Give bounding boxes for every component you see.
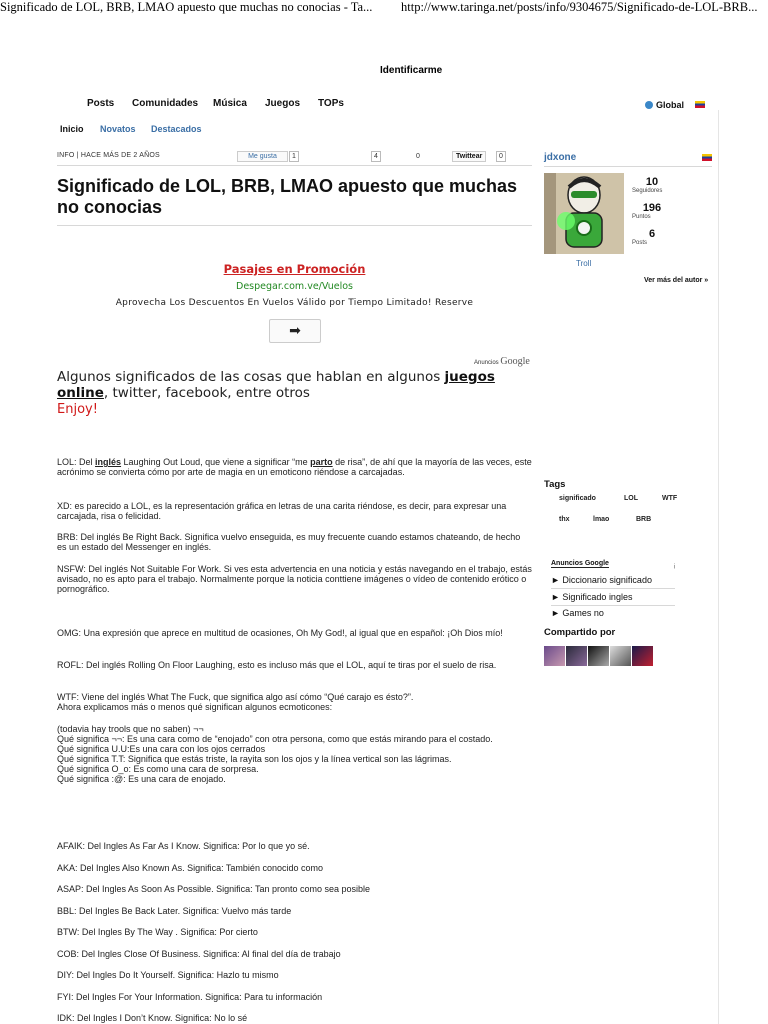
subnav-inicio[interactable]: Inicio bbox=[60, 124, 84, 134]
google-logo-text: Google bbox=[500, 356, 530, 367]
emoticon-line: Qué significa O_o: Es como una cara de sorpresa. bbox=[57, 764, 259, 774]
btw-line: BTW: Del Ingles By The Way . Significa: Por cierto bbox=[57, 927, 258, 937]
emoticons-list bbox=[57, 724, 532, 784]
brb-paragraph: BRB: Del inglés Be Right Back. Significa vuelvo enseguida, es muy frecuente cuando estamos chateando, de hecho es un estado del Messenger en inglés. bbox=[57, 532, 521, 552]
global-selector[interactable] bbox=[645, 100, 705, 110]
lol-text-2: Laughing Out Loud, que viene a significar “me bbox=[121, 457, 311, 467]
globe-icon bbox=[645, 101, 653, 109]
emoticon-line: Qué significa T.T: Significa que estás triste, la rayita son los ojos y la línea vertical son las lágrimas. bbox=[57, 754, 452, 764]
juegos-online-link[interactable]: juegos online bbox=[57, 369, 495, 401]
ad-link-divider bbox=[551, 605, 675, 606]
lol-paragraph bbox=[57, 457, 532, 477]
intro-text: Algunos significados de las cosas que hablan en algunos bbox=[57, 369, 445, 385]
nav-tops[interactable]: TOPs bbox=[318, 98, 344, 109]
avatar-image bbox=[544, 173, 624, 254]
points-label: Puntos bbox=[632, 214, 651, 220]
ad-link-significado-ingles[interactable]: ► Significado ingles bbox=[551, 592, 633, 602]
nsfw-paragraph: NSFW: Del inglés Not Suitable For Work. Si ves esta advertencia en una noticia y estás navegando en el trabajo, estás avisado, no es apto para el trabajo. Normalmente porque la noticia conttiene imágenes o vídeo de contenido erótico o pornográfico. bbox=[57, 564, 532, 594]
points-stat bbox=[632, 202, 672, 220]
like-button[interactable]: Me gusta bbox=[237, 151, 288, 162]
post-title: Significado de LOL, BRB, LMAO apuesto que muchas no conocias bbox=[57, 176, 518, 217]
nav-comunidades[interactable]: Comunidades bbox=[132, 98, 199, 109]
like-count: 1 bbox=[289, 151, 299, 162]
nav-posts[interactable]: Posts bbox=[87, 98, 115, 109]
bbl-line: BBL: Del Ingles Be Back Later. Significa: Vuelvo más tarde bbox=[57, 906, 292, 916]
emoticon-line: (todavia hay trools que no saben) ¬¬ bbox=[57, 724, 204, 734]
ingles-link[interactable]: inglés bbox=[95, 457, 122, 467]
posts-stat bbox=[632, 228, 672, 246]
author-avatar[interactable] bbox=[544, 173, 624, 254]
comment-count: 0 bbox=[413, 151, 423, 162]
arrow-right-icon: ➡ bbox=[289, 323, 301, 339]
tag-significado[interactable]: significado bbox=[559, 495, 596, 502]
sharer-avatar[interactable] bbox=[632, 646, 653, 666]
emoticon-line: Qué significa U.U:Es una cara con los ojos cerrados bbox=[57, 744, 266, 754]
sharer-avatar[interactable] bbox=[544, 646, 565, 666]
followers-label: Seguidores bbox=[632, 188, 663, 194]
parto-link[interactable]: parto bbox=[310, 457, 333, 467]
tweet-button[interactable]: Twittear bbox=[452, 151, 486, 162]
more-from-author-link[interactable]: Ver más del autor » bbox=[644, 277, 709, 284]
intro-text-end: , twitter, facebook, entre otros bbox=[103, 385, 310, 401]
ad-url[interactable]: Despegar.com.ve/Vuelos bbox=[236, 281, 353, 292]
post-category-time: INFO | HACE MÁS DE 2 AÑOS bbox=[57, 152, 160, 159]
sharer-avatar[interactable] bbox=[588, 646, 609, 666]
cob-line: COB: Del Ingles Close Of Business. Significa: Al final del día de trabajo bbox=[57, 949, 341, 959]
lol-text-3: de risa”, de ahí que la mayoría de las veces, este acrónimo se convierta cómo por arte de magia en un emoticono riéndose a carcajadas. bbox=[57, 457, 532, 477]
ad-link-games[interactable]: ► Games no bbox=[551, 608, 604, 618]
ads-heading-text: Anuncios Google bbox=[551, 560, 609, 567]
meta-divider bbox=[57, 165, 532, 166]
shared-by-heading: Compartido por bbox=[544, 627, 616, 638]
author-flag-icon bbox=[702, 154, 712, 161]
ad-title-link[interactable]: Pasajes en Promoción bbox=[223, 262, 366, 276]
aka-line: AKA: Del Ingles Also Known As. Significa: También conocido como bbox=[57, 863, 323, 873]
ads-by-text: Anuncios bbox=[474, 360, 499, 366]
diy-line: DIY: Del Ingles Do It Yourself. Significa: Hazlo tu mismo bbox=[57, 970, 279, 980]
points-count: 196 bbox=[642, 202, 662, 214]
omg-paragraph: OMG: Una expresión que aprece en multitud de ocasiones, Oh My God!, al igual que en español: ¡Oh Dios mío! bbox=[57, 628, 503, 638]
subnav-destacados[interactable]: Destacados bbox=[151, 124, 202, 134]
global-label: Global bbox=[656, 100, 685, 110]
tag-thx[interactable]: thx bbox=[559, 516, 570, 523]
followers-count: 10 bbox=[645, 176, 659, 188]
ad-description: Aprovecha Los Descuentos En Vuelos Válido por Tiempo Limitado! Reserve bbox=[115, 298, 474, 308]
google-ads-heading[interactable] bbox=[551, 560, 609, 567]
posts-count: 6 bbox=[648, 228, 656, 240]
tag-lol[interactable]: LOL bbox=[624, 495, 638, 502]
column-divider bbox=[718, 110, 719, 1024]
emoticon-line: Qué significa :@: Es una cara de enojado. bbox=[57, 774, 226, 784]
tweet-count: 0 bbox=[496, 151, 506, 162]
fyi-line: FYI: Del Ingles For Your Information. Significa: Para tu información bbox=[57, 992, 323, 1002]
tag-brb[interactable]: BRB bbox=[636, 516, 652, 523]
wtf-paragraph bbox=[57, 692, 532, 712]
nav-juegos[interactable]: Juegos bbox=[265, 98, 301, 109]
subnav-novatos[interactable]: Novatos bbox=[100, 124, 136, 134]
emoticon-line: Qué significa ¬¬: Es una cara como de “enojado” con otra persona, como que estás mirando para el costado. bbox=[57, 734, 493, 744]
idk-line: IDK: Del Ingles I Don’t Know. Significa: No lo sé bbox=[57, 1013, 248, 1023]
author-name-link[interactable]: jdxone bbox=[544, 152, 577, 163]
venezuela-flag-icon bbox=[695, 101, 705, 108]
author-rank: Troll bbox=[576, 259, 592, 268]
ads-by-google-label[interactable] bbox=[474, 356, 530, 367]
tags-heading: Tags bbox=[544, 479, 566, 490]
wtf-line-2: Ahora explicamos más o menos qué significan algunos ecmoticones: bbox=[57, 702, 333, 712]
share-count: 4 bbox=[371, 151, 381, 162]
rofl-paragraph: ROFL: Del inglés Rolling On Floor Laughing, esto es incluso más que el LOL, aquí te tiras por el suelo de risa. bbox=[57, 660, 497, 670]
title-divider bbox=[57, 225, 532, 226]
print-page-url: http://www.taringa.net/posts/info/9304675/Significado-de-LOL-BRB... bbox=[401, 0, 758, 14]
print-header bbox=[0, 0, 768, 14]
wtf-line-1: WTF: Viene del inglés What The Fuck, que significa algo así cómo “Qué carajo es ésto?”. bbox=[57, 692, 414, 702]
posts-label: Posts bbox=[632, 240, 648, 246]
followers-stat bbox=[632, 176, 672, 194]
tag-lmao[interactable]: lmao bbox=[593, 516, 610, 523]
google-ad-block bbox=[57, 262, 532, 339]
login-link[interactable]: Identificarme bbox=[380, 65, 443, 76]
adchoices-icon[interactable]: ᵢ bbox=[674, 560, 676, 570]
lol-text-1: LOL: Del bbox=[57, 457, 96, 467]
afaik-line: AFAIK: Del Ingles As Far As I Know. Significa: Por lo que yo sé. bbox=[57, 841, 310, 851]
post-intro bbox=[57, 369, 532, 401]
nav-musica[interactable]: Música bbox=[213, 98, 247, 109]
ad-link-divider bbox=[551, 588, 675, 589]
enjoy-text: Enjoy! bbox=[57, 402, 98, 417]
ad-arrow-button[interactable] bbox=[269, 319, 321, 343]
sharer-avatar[interactable] bbox=[610, 646, 631, 666]
print-page-title: Significado de LOL, BRB, LMAO apuesto que muchas no conocias - Ta... bbox=[0, 0, 373, 14]
sidebar-divider bbox=[544, 166, 712, 167]
sharer-avatar[interactable] bbox=[566, 646, 587, 666]
ad-link-diccionario[interactable]: ► Diccionario significado bbox=[551, 575, 652, 585]
tag-wtf[interactable]: WTF bbox=[662, 495, 678, 502]
asap-line: ASAP: Del Ingles As Soon As Possible. Significa: Tan pronto como sea posible bbox=[57, 884, 371, 894]
xd-paragraph: XD: es parecido a LOL, es la representación gráfica en letras de una carita riéndose, es decir, para expresar una carcajada, risa o felicidad. bbox=[57, 501, 507, 521]
